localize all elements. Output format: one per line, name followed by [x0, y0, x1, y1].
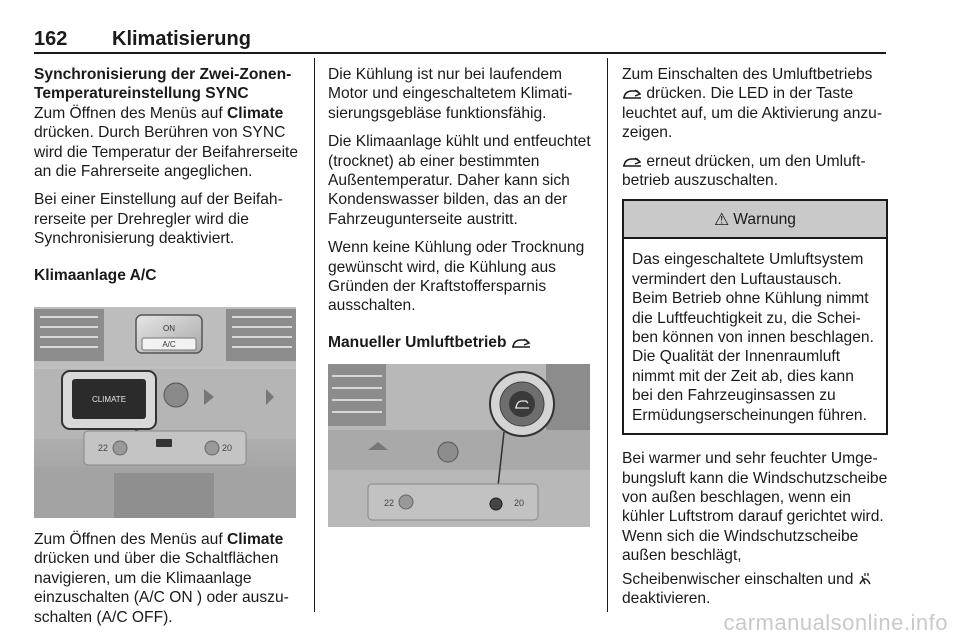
left-vent-icon — [328, 364, 386, 426]
wiper-paragraph: Scheibenwischer einschalten und deaktivieren. — [622, 570, 888, 609]
column-divider — [314, 58, 315, 612]
on-label: ON — [163, 324, 175, 334]
recirc-console-photo — [328, 364, 590, 527]
fog-paragraph: Bei warmer und sehr feuchter Umgebungsluft kann die Windschutzscheibe von außen beschlagen, wenn ein kühler Luftstrom darauf gerichtet wird. Wenn sich die Windschutzscheibe außen beschlägt, — [622, 450, 888, 565]
warning-title: Warnung — [733, 210, 796, 228]
sync-heading: Synchronisierung der Zwei-Zonen- Temperatureinstellung SYNC — [34, 66, 292, 103]
temp-left: 22 — [98, 443, 109, 454]
cooling-paragraph-1: Die Kühlung ist nur bei laufendem Motor und eingeschaltetem Klimatisierungsgebläse funktionsfähig. — [328, 66, 573, 122]
sync-paragraph-1: Zum Öffnen des Menüs auf Climate drücken. Durch Berühren von SYNC wird die Temperatur der Beifahrerseite an die Fahrerseite angeglichen. — [34, 104, 299, 181]
cooling-paragraph-3: Wenn keine Kühlung oder Trocknung gewünscht wird, die Kühlung aus Gründen der Kraftstoffersparnis ausschalten. — [328, 239, 585, 315]
recirc-console-illustration — [328, 364, 590, 527]
recirculation-icon — [622, 88, 642, 100]
column-2 — [328, 65, 592, 527]
column-3 — [622, 65, 888, 617]
climate-label: CLIMATE — [91, 395, 127, 405]
column-1 — [34, 65, 300, 636]
watermark: carmanualsonline.info — [723, 610, 948, 635]
page-header — [34, 22, 886, 54]
page-number: 162 — [34, 28, 68, 50]
sync-paragraph-2: Bei einer Einstellung auf der Beifahrerseite per Drehregler wird die Synchronisierung deaktiviert. — [34, 191, 283, 248]
temp-right: 20 — [222, 443, 233, 454]
ac-console-illustration — [34, 307, 296, 518]
ac-paragraph: Zum Öffnen des Menüs auf Climate drücken und über die Schaltflächen navigieren, um die Klimaanlage einzuschalten (A/C ON ) oder auszuschalten (A/C OFF). — [34, 531, 289, 626]
cooling-paragraph-2: Die Klimaanlage kühlt und entfeuchtet (trocknet) ab einer bestimmten Außentemperatur. Daher kann sich Kondenswasser bilden, das an der Fahrzeugunterseite austritt. — [328, 133, 591, 228]
ac-label: A/C — [162, 340, 176, 350]
recirc-paragraph-1: Zum Einschalten des Umluftbetriebs drücken. Die LED in der Taste leuchtet auf, um die Aktivierung anzuzeigen. — [622, 66, 883, 142]
recirc-heading: Manueller Umluftbetrieb — [328, 333, 592, 352]
climate-term: Climate — [227, 531, 284, 549]
ac-heading: Klimaanlage A/C — [34, 266, 157, 284]
temp-left: 22 — [384, 498, 395, 509]
warning-triangle-icon: ⚠ — [714, 209, 730, 229]
chapter-title: Klimatisierung — [112, 28, 251, 50]
warning-header — [624, 201, 886, 239]
column-divider — [607, 58, 608, 612]
wiper-icon — [858, 572, 872, 586]
temp-right: 20 — [514, 498, 525, 509]
recirc-paragraph-2: erneut drücken, um den Umluftbetrieb auszuschalten. — [622, 152, 866, 190]
ac-console-photo — [34, 307, 296, 518]
climate-term: Climate — [227, 104, 284, 122]
warning-box — [622, 199, 888, 435]
recirculation-icon — [622, 156, 642, 168]
warning-text: Das eingeschaltete Umluftsystem vermindert den Luftaustausch. Beim Betrieb ohne Kühlung nimmt die Luftfeuchtigkeit zu, die Scheiben können von innen beschlagen. Die Qualität der Innenraumluft nimmt mit der Zeit ab, dies kann bei den Fahrzeuginsassen zu Ermüdungserscheinungen führen. — [632, 251, 874, 424]
recirculation-icon — [511, 337, 531, 349]
